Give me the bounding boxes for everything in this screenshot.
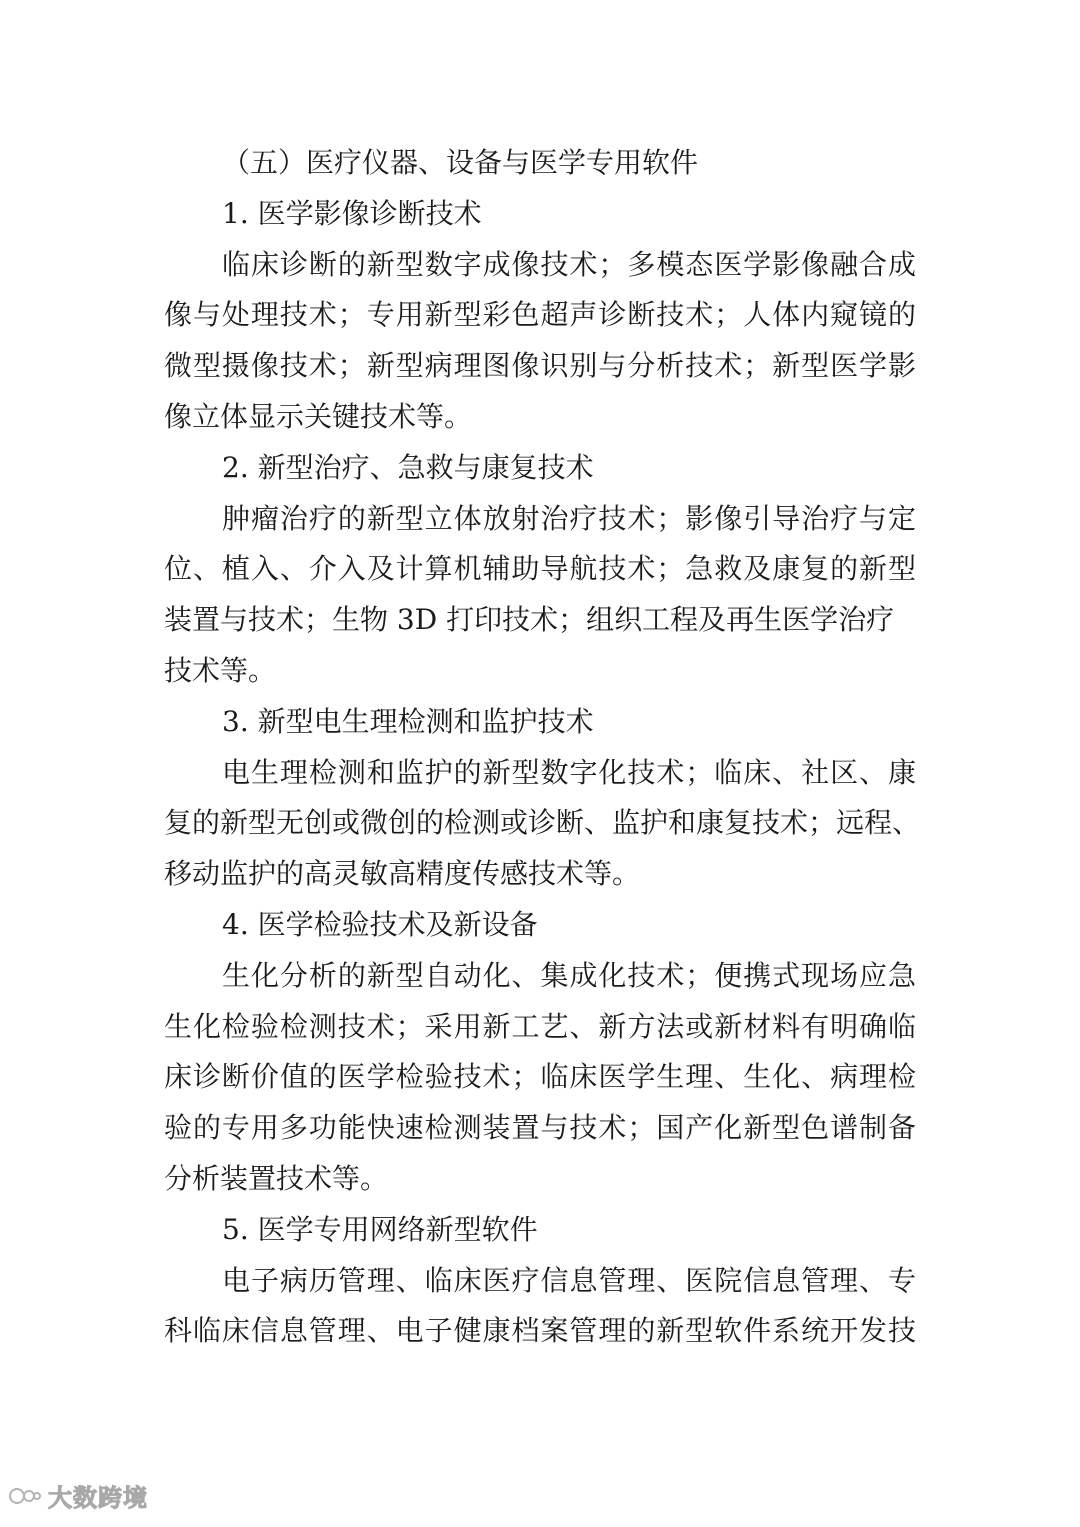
paragraph-line: 电生理检测和监护的新型数字化技术；临床、社区、康	[222, 755, 916, 789]
paragraph-line: 电子病历管理、临床医疗信息管理、医院信息管理、专	[222, 1263, 916, 1297]
paragraph-line: 像立体显示关键技术等。	[164, 399, 473, 433]
item-heading: 5. 医学专用网络新型软件	[222, 1212, 538, 1246]
paragraph-line: 科临床信息管理、电子健康档案管理的新型软件系统开发技	[164, 1314, 916, 1348]
paragraph-line: 验的专用多功能快速检测装置与技术；国产化新型色谱制备	[164, 1111, 916, 1145]
paragraph-line: 生化分析的新型自动化、集成化技术；便携式现场应急	[222, 958, 916, 992]
watermark-logo-icon	[8, 1484, 42, 1508]
document-page	[164, 138, 921, 1357]
paragraph-line: 临床诊断的新型数字成像技术；多模态医学影像融合成	[222, 247, 916, 281]
paragraph-line: 床诊断价值的医学检验技术；临床医学生理、生化、病理检	[164, 1060, 916, 1094]
item-heading: 1. 医学影像诊断技术	[222, 196, 482, 230]
paragraph-line: 分析装置技术等。	[164, 1161, 389, 1195]
paragraph-line: 复的新型无创或微创的检测或诊断、监护和康复技术；远程、	[164, 806, 921, 840]
paragraph-line: 生化检验检测技术；采用新工艺、新方法或新材料有明确临	[164, 1009, 916, 1043]
paragraph-line: 技术等。	[164, 653, 277, 687]
watermark-text: 大数跨境	[48, 1484, 148, 1512]
item-heading: 4. 医学检验技术及新设备	[222, 907, 538, 941]
watermark	[8, 1478, 148, 1513]
paragraph-line: 装置与技术；生物 3D 打印技术；组织工程及再生医学治疗	[164, 603, 895, 637]
item-heading: 2. 新型治疗、急救与康复技术	[222, 450, 594, 484]
item-heading: 3. 新型电生理检测和监护技术	[222, 704, 594, 738]
paragraph-line: 像与处理技术；专用新型彩色超声诊断技术；人体内窥镜的	[164, 298, 916, 332]
paragraph-line: 移动监护的高灵敏高精度传感技术等。	[164, 857, 641, 891]
paragraph-line: 微型摄像技术；新型病理图像识别与分析技术；新型医学影	[164, 349, 916, 383]
paragraph-line: 肿瘤治疗的新型立体放射治疗技术；影像引导治疗与定	[222, 501, 916, 535]
paragraph-line: 位、植入、介入及计算机辅助导航技术；急救及康复的新型	[164, 552, 916, 586]
section-title: （五）医疗仪器、设备与医学专用软件	[222, 146, 699, 179]
